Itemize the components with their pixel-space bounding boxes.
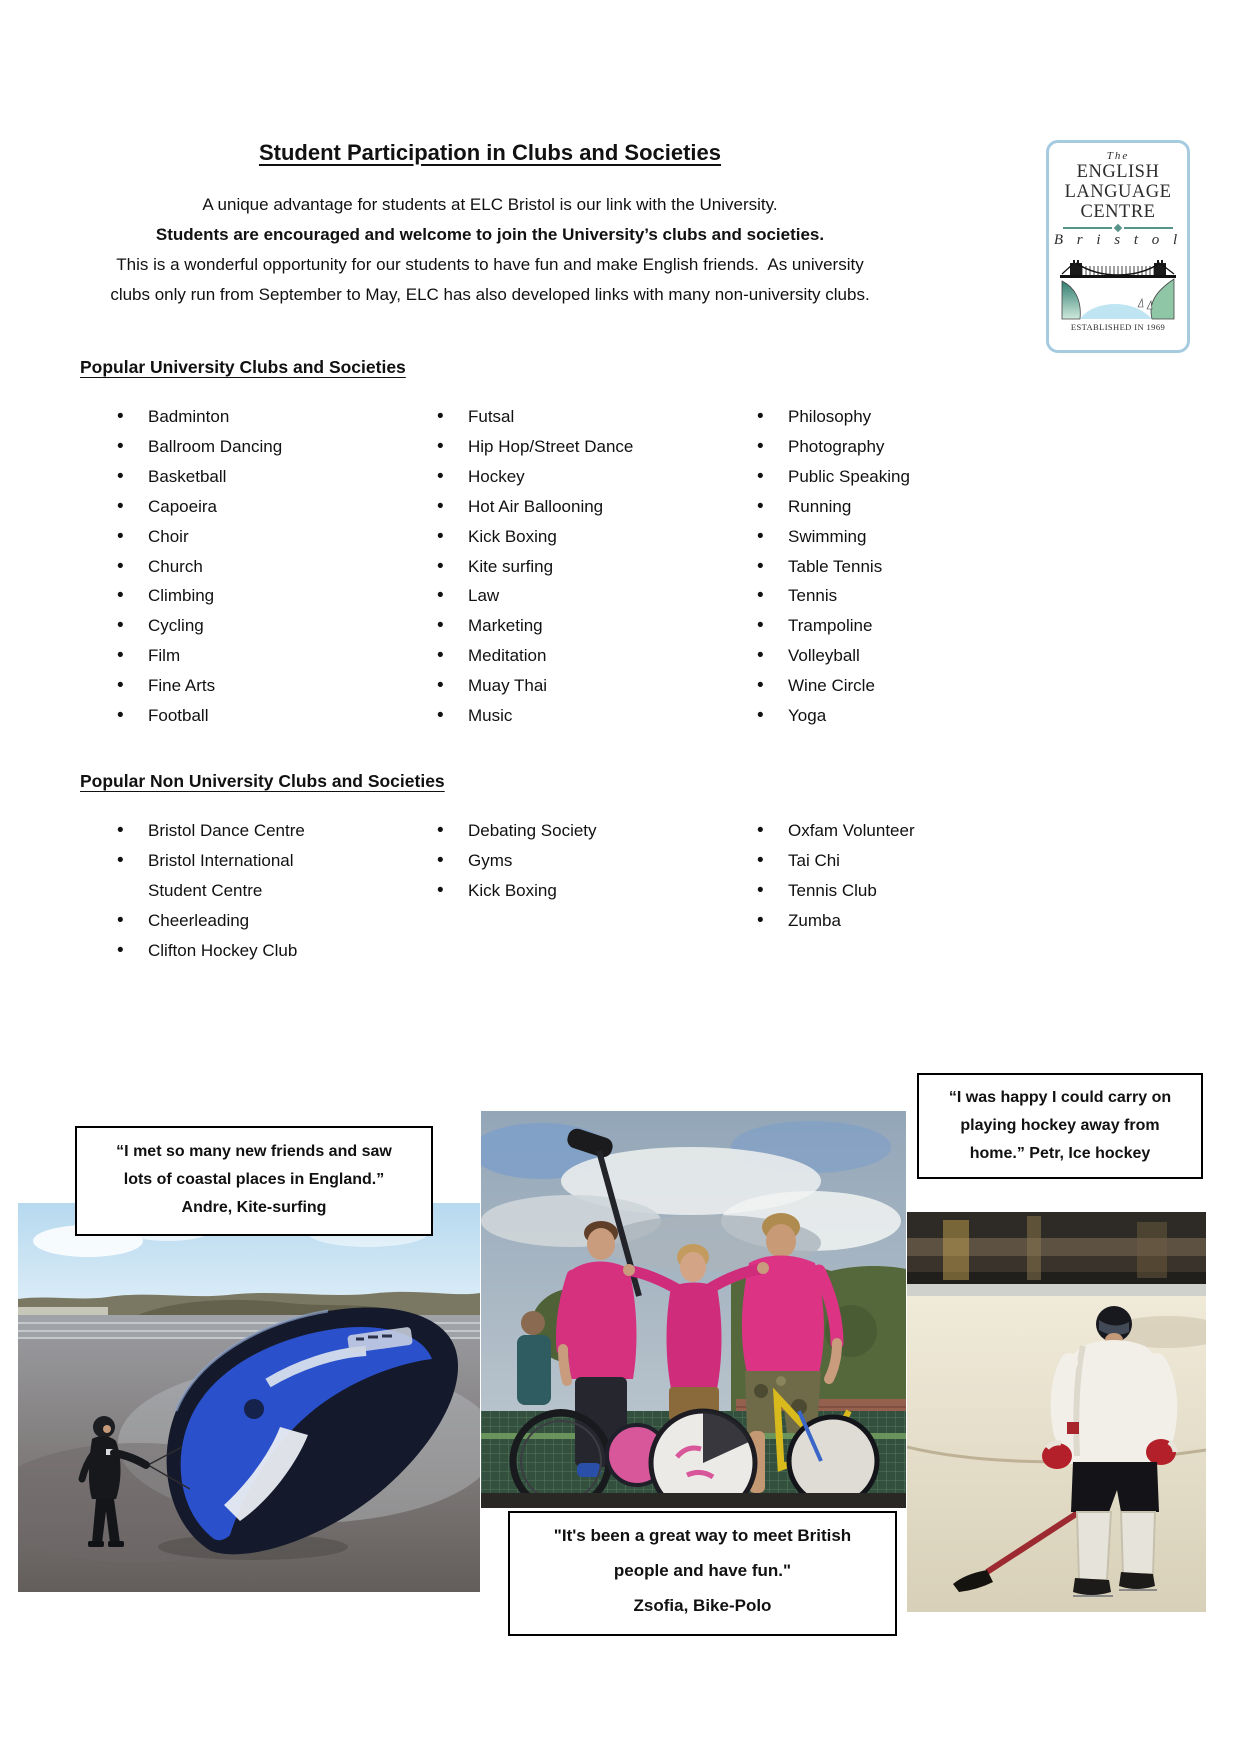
bullet-icon: [757, 906, 764, 936]
list-item: • Hip Hop/Street Dance: [435, 432, 745, 462]
bullet-icon: [437, 581, 444, 611]
bullet-icon: [437, 432, 444, 462]
university-clubs-column-3: [755, 402, 1065, 731]
bullet-icon: [437, 846, 444, 876]
bullet-icon: [117, 671, 124, 701]
bullet-icon: [757, 641, 764, 671]
list-item: • Swimming: [755, 522, 1065, 552]
list-item: • Table Tennis: [755, 552, 1065, 582]
bullet-icon: [437, 611, 444, 641]
bullet-icon: [437, 522, 444, 552]
quote-box-kite-surfing: [75, 1126, 433, 1236]
logo-language: LANGUAGE: [1064, 182, 1172, 202]
logo-divider: [1063, 225, 1173, 231]
bullet-icon: [757, 816, 764, 846]
list-item: • Capoeira: [115, 492, 415, 522]
list-item: • Ballroom Dancing: [115, 432, 415, 462]
logo-centre: CENTRE: [1080, 202, 1156, 222]
bullet-icon: [117, 701, 124, 731]
intro-line-3: This is a wonderful opportunity for our students to have fun and make English friends. As university: [116, 255, 864, 274]
bullet-icon: [757, 432, 764, 462]
intro-line-2: Students are encouraged and welcome to join the University’s clubs and societies.: [155, 225, 825, 244]
quote-box-ice-hockey: [917, 1073, 1203, 1179]
bullet-icon: [117, 462, 124, 492]
list-item: • Philosophy: [755, 402, 1065, 432]
bullet-icon: [117, 641, 124, 671]
bullet-icon: [117, 581, 124, 611]
quote-line: playing hockey away from: [960, 1117, 1160, 1134]
bullet-icon: [437, 462, 444, 492]
list-item: • Cheerleading: [115, 906, 345, 936]
logo-the: The: [1106, 150, 1130, 162]
list-item: • Futsal: [435, 402, 745, 432]
list-item: • Church: [115, 552, 415, 582]
list-item: • Music: [435, 701, 745, 731]
list-item: • Hockey: [435, 462, 745, 492]
list-item: • Wine Circle: [755, 671, 1065, 701]
list-item: • Yoga: [755, 701, 1065, 731]
university-clubs-heading: Popular University Clubs and Societies: [80, 357, 406, 377]
bullet-icon: [757, 671, 764, 701]
bullet-icon: [117, 552, 124, 582]
bullet-icon: [757, 522, 764, 552]
bullet-icon: [117, 846, 124, 876]
logo-established: ESTABLISHED IN 1969: [1070, 322, 1166, 332]
bullet-icon: [117, 816, 124, 846]
list-item: • Clifton Hockey Club: [115, 936, 345, 966]
list-item: • Badminton: [115, 402, 415, 432]
list-item: • Basketball: [115, 462, 415, 492]
list-item: • Muay Thai: [435, 671, 745, 701]
logo-english: ENGLISH: [1076, 162, 1160, 182]
list-item: • Fine Arts: [115, 671, 415, 701]
list-item: • Meditation: [435, 641, 745, 671]
list-item: • Tennis Club: [755, 876, 1065, 906]
list-item: • Tennis: [755, 581, 1065, 611]
list-item: • Kick Boxing: [435, 876, 745, 906]
list-item: • Cycling: [115, 611, 415, 641]
bullet-icon: [117, 936, 124, 966]
list-item: • Running: [755, 492, 1065, 522]
quote-line: “I met so many new friends and saw: [116, 1143, 392, 1160]
bullet-icon: [117, 492, 124, 522]
quote-line: "It's been a great way to meet British: [553, 1526, 852, 1545]
list-item: • Oxfam Volunteer: [755, 816, 1065, 846]
bullet-icon: [437, 876, 444, 906]
list-item: • Photography: [755, 432, 1065, 462]
bullet-icon: [757, 402, 764, 432]
bullet-icon: [437, 492, 444, 522]
bullet-icon: [437, 552, 444, 582]
bullet-icon: [117, 402, 124, 432]
bullet-icon: [757, 611, 764, 641]
list-item: • Bristol International Student Centre: [115, 846, 345, 906]
kite-surfing-photo: [18, 1203, 480, 1592]
bullet-icon: [437, 701, 444, 731]
bullet-icon: [117, 611, 124, 641]
bullet-icon: [757, 701, 764, 731]
bullet-icon: [757, 492, 764, 522]
university-clubs-column-2: [435, 402, 745, 731]
list-item: • Debating Society: [435, 816, 745, 846]
non-university-clubs-column-1: [115, 816, 345, 966]
quote-attribution: Zsofia, Bike-Polo: [633, 1596, 772, 1615]
list-item: • Zumba: [755, 906, 1065, 936]
bullet-icon: [757, 846, 764, 876]
quote-attribution: home.” Petr, Ice hockey: [969, 1145, 1151, 1162]
list-item: • Climbing: [115, 581, 415, 611]
intro-line-4: clubs only run from September to May, ELC has also developed links with many non-university clubs.: [110, 285, 870, 304]
list-item: • Choir: [115, 522, 415, 552]
list-item: • Volleyball: [755, 641, 1065, 671]
list-item: • Gyms: [435, 846, 745, 876]
intro-line-1: A unique advantage for students at ELC Bristol is our link with the University.: [202, 195, 778, 214]
bullet-icon: [437, 816, 444, 846]
list-item: • Football: [115, 701, 415, 731]
list-item: • Tai Chi: [755, 846, 1065, 876]
bullet-icon: [437, 641, 444, 671]
list-item: • Hot Air Ballooning: [435, 492, 745, 522]
non-university-clubs-column-2: [435, 816, 745, 906]
quote-attribution: Andre, Kite-surfing: [181, 1199, 327, 1216]
intro-paragraph: [50, 190, 930, 310]
non-university-clubs-heading: Popular Non University Clubs and Societies: [80, 771, 445, 791]
non-university-clubs-column-3: [755, 816, 1065, 936]
list-item: • Kick Boxing: [435, 522, 745, 552]
bullet-icon: [437, 402, 444, 432]
bullet-icon: [117, 906, 124, 936]
elc-bristol-logo: [1046, 140, 1190, 353]
quote-line: lots of coastal places in England.”: [123, 1171, 385, 1188]
logo-bristol: B r i s t o l: [1053, 232, 1183, 248]
quote-line: people and have fun.": [613, 1561, 792, 1580]
list-item: • Law: [435, 581, 745, 611]
bullet-icon: [757, 462, 764, 492]
university-clubs-column-1: [115, 402, 415, 731]
bullet-icon: [117, 432, 124, 462]
bike-polo-photo: [481, 1111, 906, 1508]
bullet-icon: [757, 876, 764, 906]
bullet-icon: [117, 522, 124, 552]
bullet-icon: [437, 671, 444, 701]
bullet-icon: [757, 552, 764, 582]
list-item: • Film: [115, 641, 415, 671]
page-title: Student Participation in Clubs and Societies: [258, 140, 722, 165]
clifton-bridge-icon: [1060, 251, 1176, 321]
bullet-icon: [757, 581, 764, 611]
list-item: • Kite surfing: [435, 552, 745, 582]
list-item: • Bristol Dance Centre: [115, 816, 345, 846]
list-item: • Marketing: [435, 611, 745, 641]
list-item: • Public Speaking: [755, 462, 1065, 492]
quote-line: “I was happy I could carry on: [948, 1089, 1172, 1106]
ice-hockey-photo: [907, 1212, 1206, 1612]
list-item: • Trampoline: [755, 611, 1065, 641]
quote-box-bike-polo: [508, 1511, 897, 1636]
